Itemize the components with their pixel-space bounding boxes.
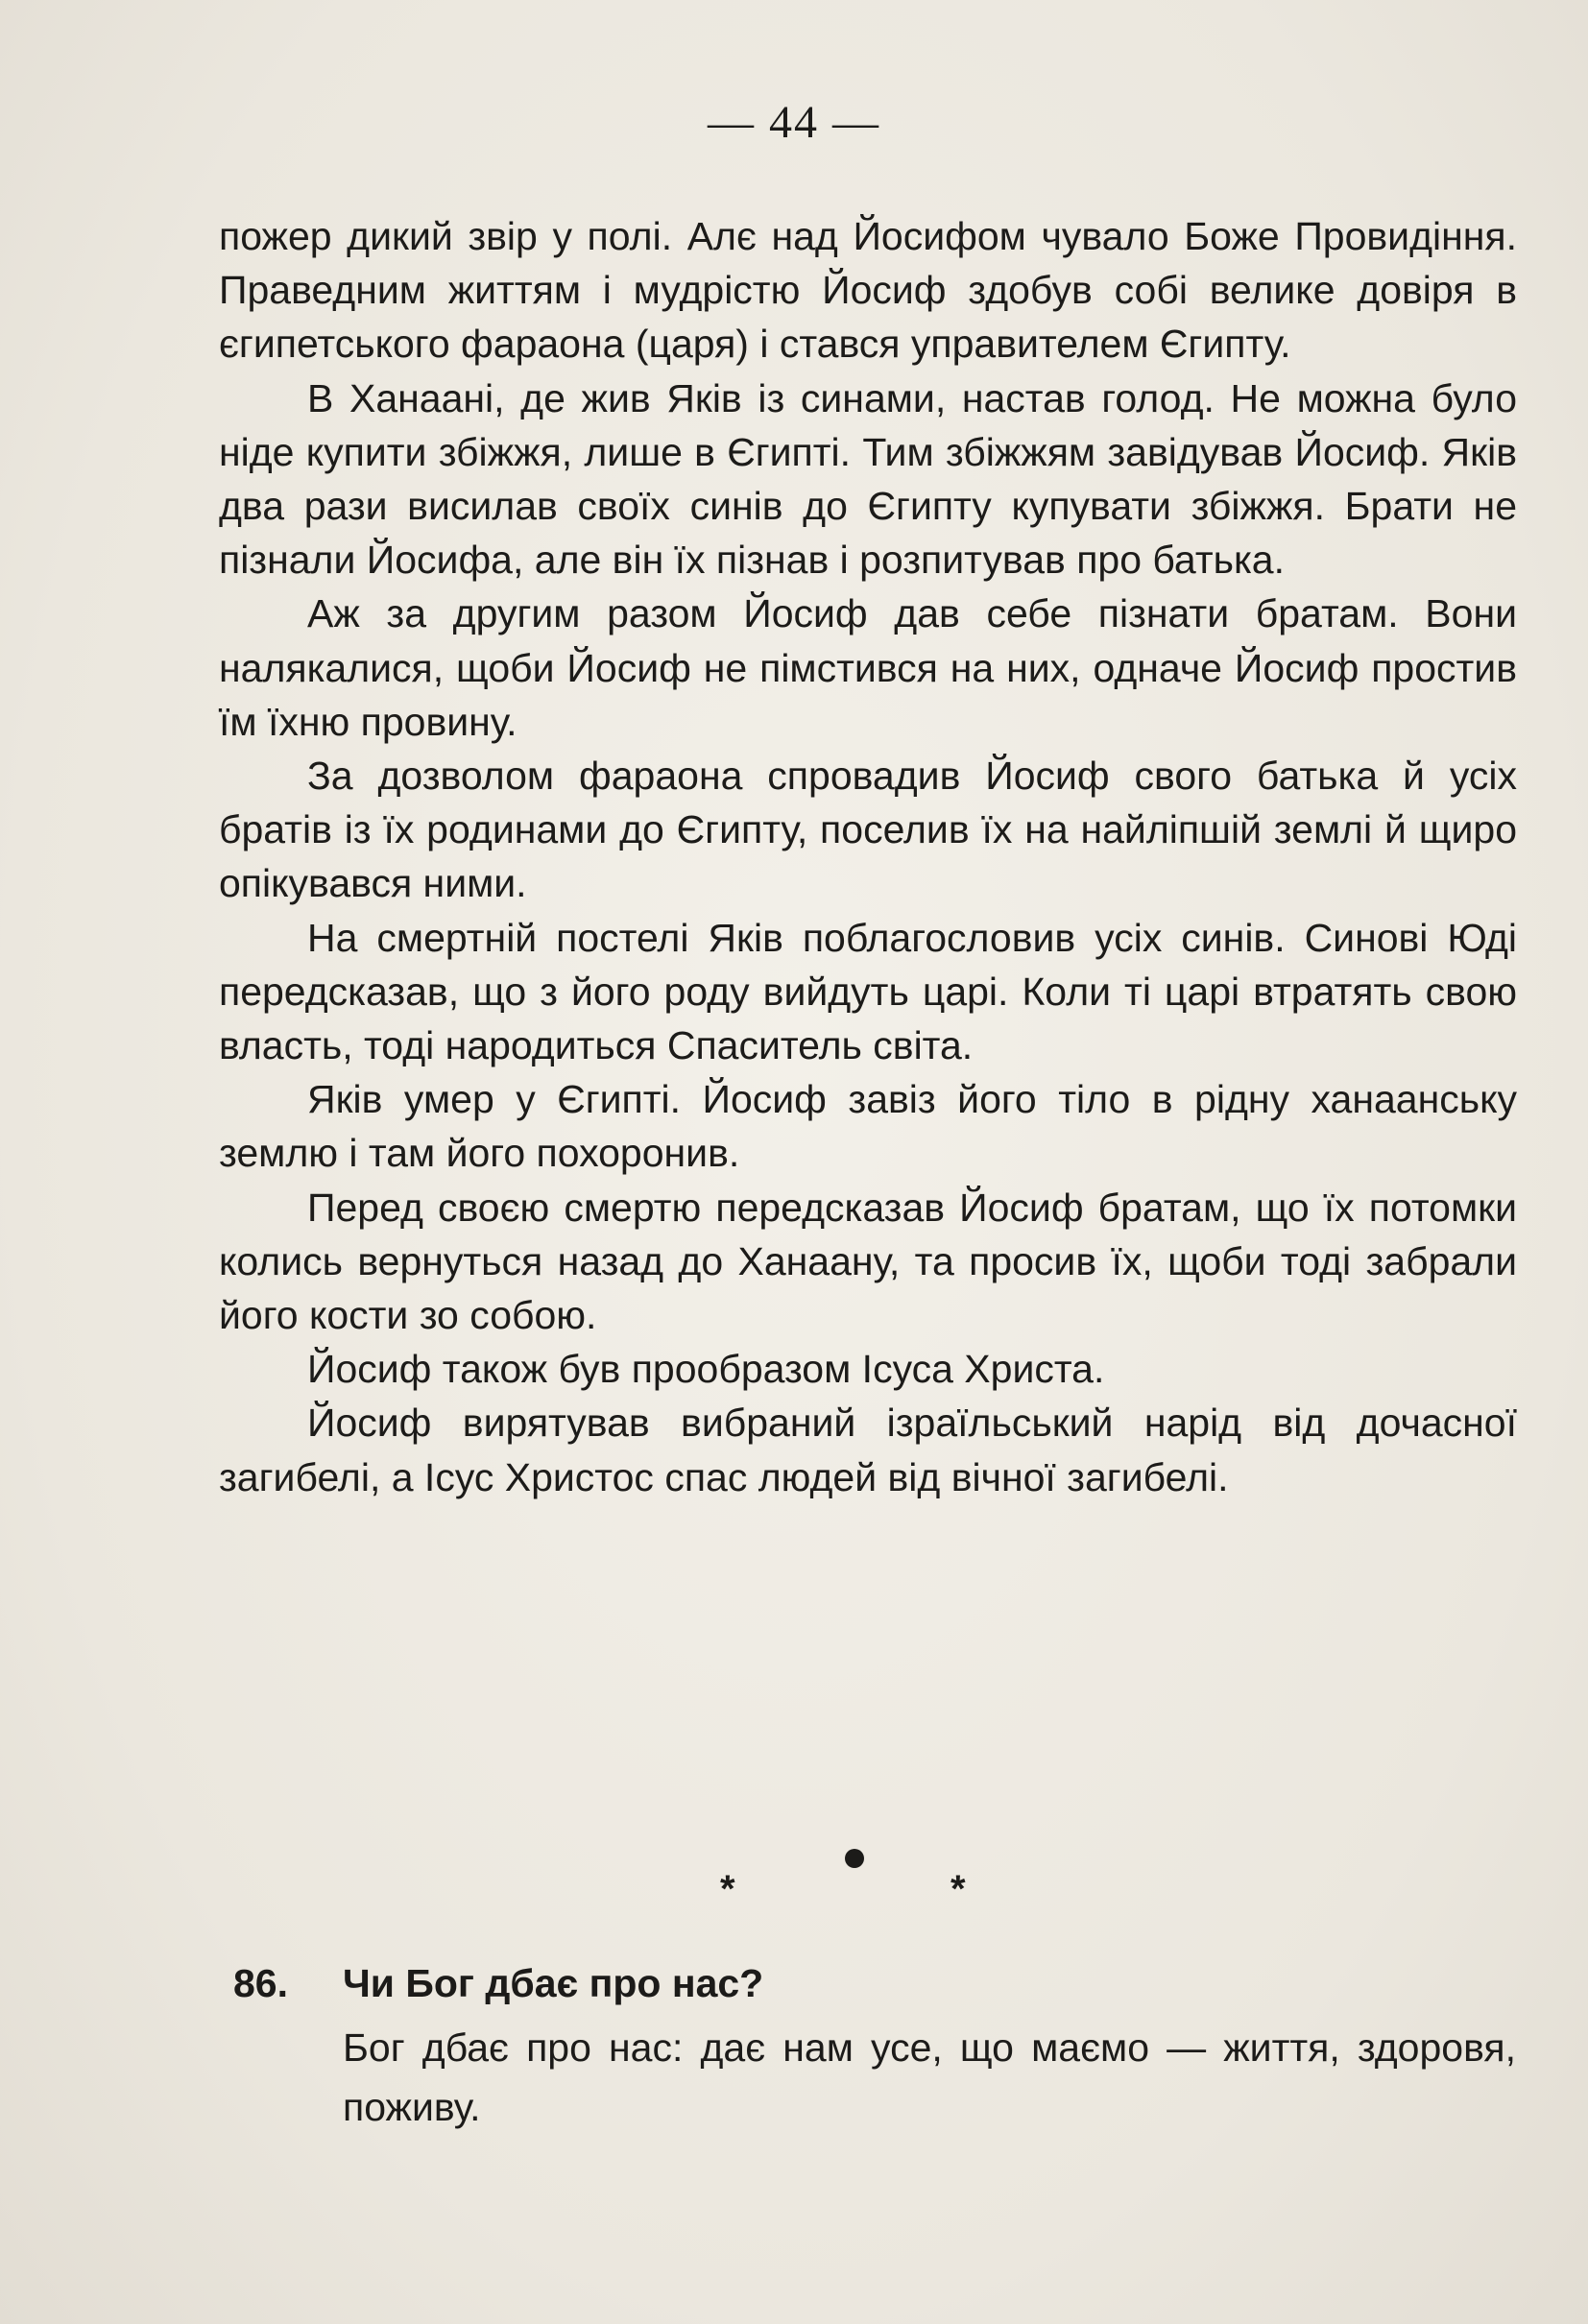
paragraph-3: Аж за другим разом Йосиф дав себе пізнати братам. Вони налякалися, щоби Йосиф не пімстився на них, одначе Йосиф простив їм їхню провину. <box>219 591 1517 744</box>
separator-star-left: * <box>720 1868 735 1910</box>
paragraph-5: На смертній постелі Яків поблагословив усіх синів. Синові Юді передсказав, що з його роду вийдуть царі. Коли ті царі втратять свою власть, тоді народиться Спаситель світа. <box>219 915 1517 1068</box>
separator-star-right: * <box>950 1868 966 1910</box>
paragraph-9: Йосиф вирятував вибраний ізраїльський нарід від дочасної загибелі, а Ісус Христос спас людей від вічної загибелі. <box>219 1401 1517 1499</box>
paragraph-7: Перед своєю смертю передсказав Йосиф братам, що їх потомки колись вернуться назад до Ханаану, та просив їх, щоби тоді забрали його кости зо собою. <box>219 1185 1517 1338</box>
paragraph-8: Йосиф також був прообразом Ісуса Христа. <box>307 1347 1105 1392</box>
question-number: 86. <box>233 1961 288 2005</box>
answer-text: Бог дбає про нас: дає нам усе, що маємо — життя, здоровя, поживу. <box>343 2025 1516 2129</box>
paragraph-6: Яків умер у Єгипті. Йосиф завіз його тіло в рідну ханаанську землю і там його похоронив. <box>219 1077 1517 1176</box>
page-number: — 44 — <box>708 97 880 148</box>
paragraph-4: За дозволом фараона спровадив Йосиф свого батька й усіх братів із їх родинами до Єгипту, поселив їх на найліпшій землі й щиро опікувався ними. <box>219 754 1517 906</box>
separator-dot <box>845 1849 864 1868</box>
paragraph-1: пожер дикий звір у полі. Алє над Йосифом чувало Боже Провидіння. Праведним життям і мудрістю Йосиф здобув собі велике довіря в єгипетського фараона (царя) і стався управителем Єгипту. <box>219 214 1517 367</box>
question-text: Чи Бог дбає про нас? <box>343 1961 764 2005</box>
paragraph-2: В Ханаані, де жив Яків із синами, настав голод. Не можна було ніде купити збіжжя, лише в Єгипті. Тим збіжжям завідував Йосиф. Яків два рази висилав своїх синів до Єгипту купувати збіжжя. Брати не пізнали Йосифа, але він їх пізнав і розпитував про батька. <box>219 375 1517 583</box>
section-separator <box>0 1841 1588 1918</box>
body-text <box>219 209 1517 1504</box>
